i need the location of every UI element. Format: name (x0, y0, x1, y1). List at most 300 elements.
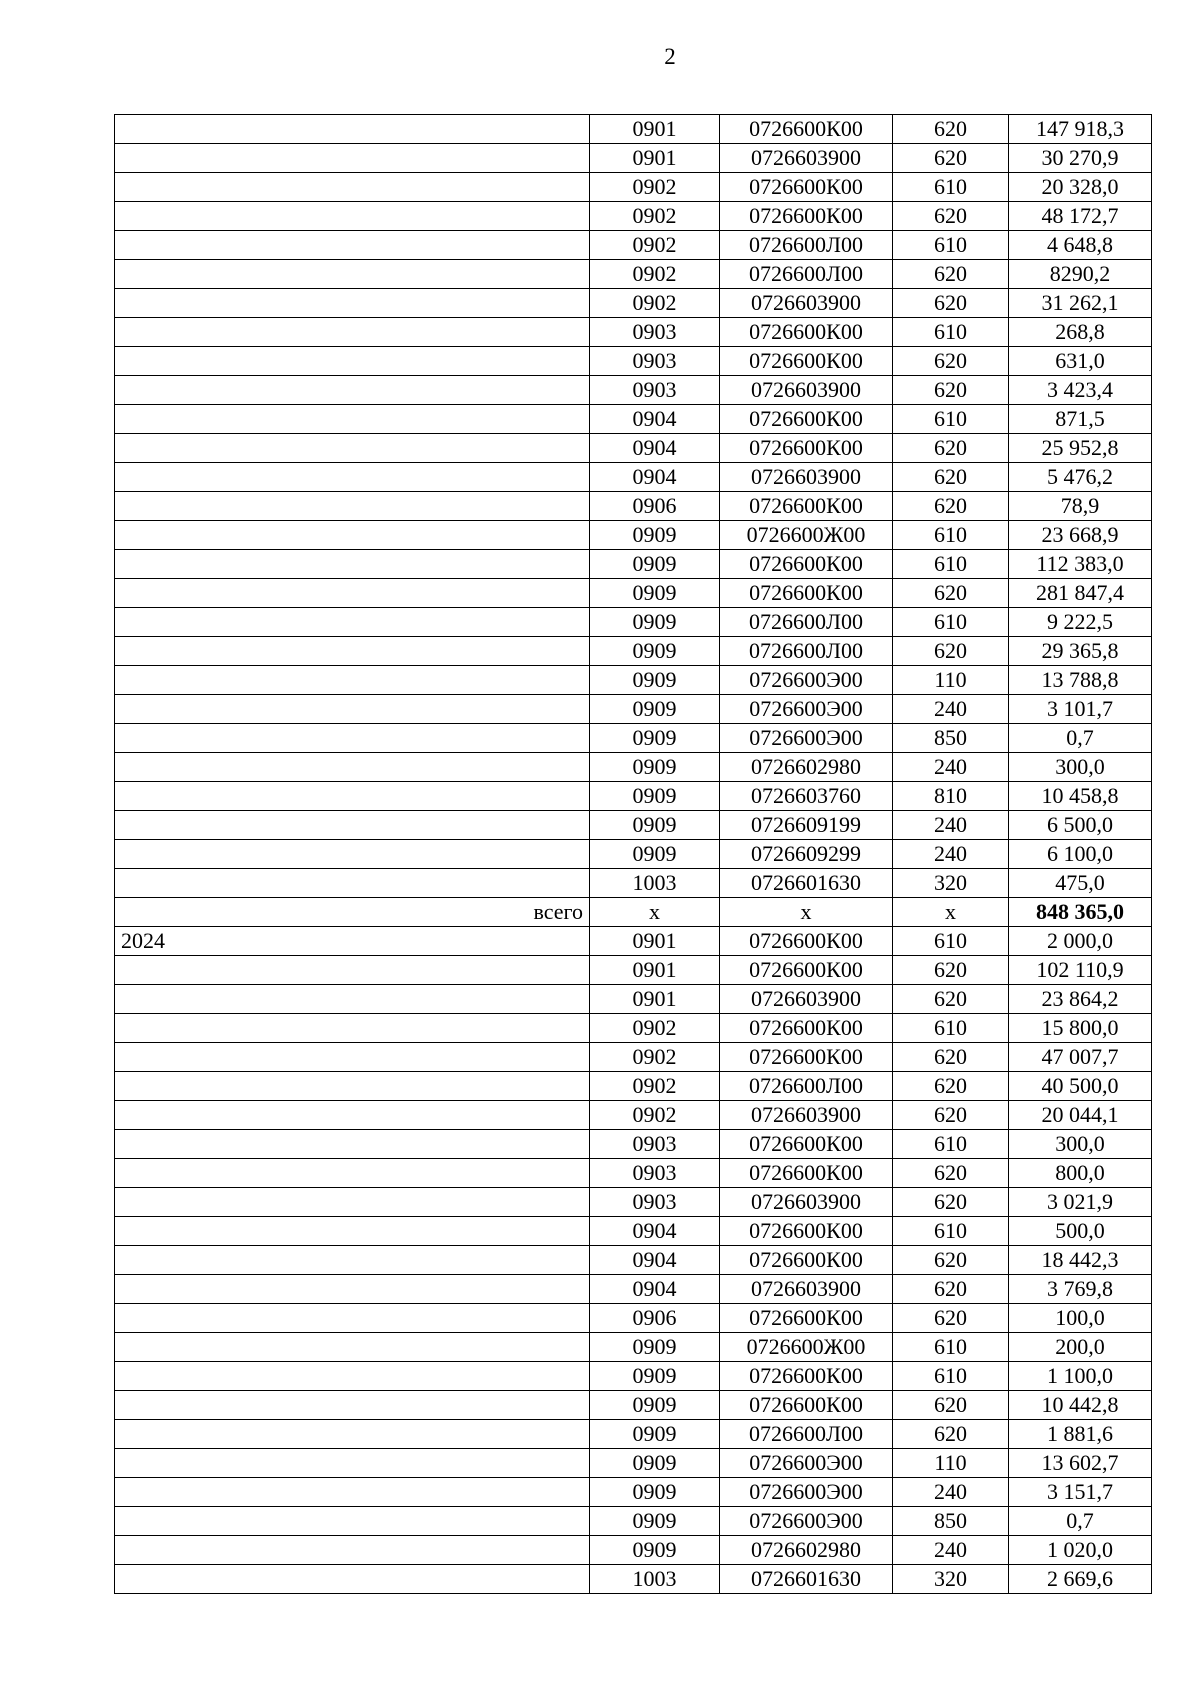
table-row (115, 376, 1152, 405)
target-article-cell: 0726600Э00 (720, 1449, 893, 1478)
section-code-cell: 0903 (590, 1130, 720, 1159)
row-label (115, 463, 590, 492)
target-article-cell: 0726600Л00 (720, 1072, 893, 1101)
amount-cell: 29 365,8 (1009, 637, 1152, 666)
row-label (115, 405, 590, 434)
table-row (115, 666, 1152, 695)
table-row (115, 1101, 1152, 1130)
target-article-cell: 0726600Л00 (720, 231, 893, 260)
expense-type-cell: 620 (893, 347, 1009, 376)
amount-cell: 13 788,8 (1009, 666, 1152, 695)
row-label (115, 1188, 590, 1217)
table-row (115, 1130, 1152, 1159)
table-row (115, 811, 1152, 840)
section-code-cell: 0909 (590, 1449, 720, 1478)
row-label (115, 985, 590, 1014)
target-article-cell: 0726600К00 (720, 579, 893, 608)
budget-table (114, 114, 1152, 1594)
amount-cell: 6 100,0 (1009, 840, 1152, 869)
section-code-cell: 0909 (590, 1362, 720, 1391)
row-label (115, 724, 590, 753)
target-article-cell: 0726600К00 (720, 1391, 893, 1420)
table-row (115, 637, 1152, 666)
section-code-cell: 0902 (590, 1043, 720, 1072)
expense-type-cell: 620 (893, 956, 1009, 985)
table-row (115, 1420, 1152, 1449)
expense-type-cell: 110 (893, 666, 1009, 695)
expense-type-cell: 610 (893, 550, 1009, 579)
expense-type-cell: 240 (893, 695, 1009, 724)
section-code-cell: 0909 (590, 550, 720, 579)
amount-cell: 31 262,1 (1009, 289, 1152, 318)
amount-cell: 631,0 (1009, 347, 1152, 376)
expense-type-cell: 620 (893, 1246, 1009, 1275)
target-article-cell: х (720, 898, 893, 927)
table-row (115, 1072, 1152, 1101)
target-article-cell: 0726600Л00 (720, 260, 893, 289)
table-row (115, 782, 1152, 811)
row-label (115, 869, 590, 898)
expense-type-cell: 620 (893, 1420, 1009, 1449)
target-article-cell: 0726603900 (720, 1101, 893, 1130)
section-code-cell: 0903 (590, 1159, 720, 1188)
table-row (115, 347, 1152, 376)
amount-cell: 1 881,6 (1009, 1420, 1152, 1449)
amount-cell: 23 864,2 (1009, 985, 1152, 1014)
section-code-cell: 0902 (590, 202, 720, 231)
table-row (115, 1304, 1152, 1333)
row-label (115, 1362, 590, 1391)
expense-type-cell: 620 (893, 985, 1009, 1014)
row-label (115, 1275, 590, 1304)
expense-type-cell: 610 (893, 1217, 1009, 1246)
target-article-cell: 0726600Э00 (720, 695, 893, 724)
table-row (115, 434, 1152, 463)
expense-type-cell: 610 (893, 1333, 1009, 1362)
expense-type-cell: 620 (893, 260, 1009, 289)
expense-type-cell: 810 (893, 782, 1009, 811)
table-row (115, 521, 1152, 550)
expense-type-cell: 850 (893, 724, 1009, 753)
table-row (115, 289, 1152, 318)
row-label (115, 1101, 590, 1130)
table-row (115, 1246, 1152, 1275)
table-row (115, 405, 1152, 434)
section-code-cell: 0901 (590, 927, 720, 956)
section-code-cell: 0909 (590, 753, 720, 782)
row-label (115, 1130, 590, 1159)
expense-type-cell: 620 (893, 492, 1009, 521)
amount-cell: 0,7 (1009, 1507, 1152, 1536)
section-code-cell: 0901 (590, 985, 720, 1014)
expense-type-cell: 620 (893, 144, 1009, 173)
row-label (115, 376, 590, 405)
amount-cell: 0,7 (1009, 724, 1152, 753)
target-article-cell: 0726603760 (720, 782, 893, 811)
target-article-cell: 0726600Л00 (720, 608, 893, 637)
section-code-cell: 0909 (590, 1478, 720, 1507)
expense-type-cell: 610 (893, 521, 1009, 550)
section-code-cell: 0902 (590, 1101, 720, 1130)
amount-cell: 3 423,4 (1009, 376, 1152, 405)
section-code-cell: 0904 (590, 1246, 720, 1275)
table-row (115, 1478, 1152, 1507)
row-label (115, 173, 590, 202)
expense-type-cell: 620 (893, 579, 1009, 608)
target-article-cell: 0726600Л00 (720, 1420, 893, 1449)
row-label (115, 695, 590, 724)
target-article-cell: 0726600К00 (720, 1246, 893, 1275)
amount-cell: 200,0 (1009, 1333, 1152, 1362)
amount-cell: 268,8 (1009, 318, 1152, 347)
amount-cell: 2 000,0 (1009, 927, 1152, 956)
expense-type-cell: 110 (893, 1449, 1009, 1478)
section-code-cell: 0903 (590, 1188, 720, 1217)
amount-cell: 25 952,8 (1009, 434, 1152, 463)
expense-type-cell: 610 (893, 1014, 1009, 1043)
row-label (115, 811, 590, 840)
target-article-cell: 0726600К00 (720, 115, 893, 144)
row-label (115, 521, 590, 550)
expense-type-cell: 240 (893, 840, 1009, 869)
table-row (115, 1043, 1152, 1072)
row-label (115, 1420, 590, 1449)
target-article-cell: 0726600Э00 (720, 666, 893, 695)
row-label (115, 1536, 590, 1565)
row-label (115, 1304, 590, 1333)
table-row (115, 1565, 1152, 1594)
section-code-cell: 0904 (590, 1275, 720, 1304)
section-code-cell: 0901 (590, 144, 720, 173)
table-row (115, 1449, 1152, 1478)
amount-cell: 8290,2 (1009, 260, 1152, 289)
amount-cell: 147 918,3 (1009, 115, 1152, 144)
expense-type-cell: 620 (893, 1188, 1009, 1217)
expense-type-cell: 240 (893, 753, 1009, 782)
section-code-cell: 0906 (590, 1304, 720, 1333)
section-code-cell: 0904 (590, 463, 720, 492)
expense-type-cell: 320 (893, 869, 1009, 898)
target-article-cell: 0726603900 (720, 144, 893, 173)
target-article-cell: 0726600К00 (720, 173, 893, 202)
target-article-cell: 0726600К00 (720, 927, 893, 956)
table-row (115, 1014, 1152, 1043)
target-article-cell: 0726600Э00 (720, 724, 893, 753)
section-code-cell: 0906 (590, 492, 720, 521)
target-article-cell: 0726601630 (720, 1565, 893, 1594)
amount-cell: 13 602,7 (1009, 1449, 1152, 1478)
amount-cell: 5 476,2 (1009, 463, 1152, 492)
row-label (115, 318, 590, 347)
target-article-cell: 0726603900 (720, 1275, 893, 1304)
table-row (115, 1217, 1152, 1246)
expense-type-cell: 610 (893, 927, 1009, 956)
section-code-cell: 0902 (590, 1072, 720, 1101)
target-article-cell: 0726600К00 (720, 956, 893, 985)
target-article-cell: 0726603900 (720, 1188, 893, 1217)
amount-cell: 1 020,0 (1009, 1536, 1152, 1565)
section-code-cell: 0902 (590, 289, 720, 318)
section-code-cell: 1003 (590, 869, 720, 898)
amount-cell: 281 847,4 (1009, 579, 1152, 608)
section-code-cell: 0909 (590, 1536, 720, 1565)
amount-cell: 40 500,0 (1009, 1072, 1152, 1101)
target-article-cell: 0726600К00 (720, 202, 893, 231)
target-article-cell: 0726600Ж00 (720, 521, 893, 550)
amount-cell: 23 668,9 (1009, 521, 1152, 550)
target-article-cell: 0726600К00 (720, 492, 893, 521)
section-code-cell: 0909 (590, 637, 720, 666)
section-code-cell: 0909 (590, 782, 720, 811)
target-article-cell: 0726600К00 (720, 1304, 893, 1333)
section-code-cell: 0902 (590, 260, 720, 289)
section-code-cell: х (590, 898, 720, 927)
row-label (115, 231, 590, 260)
target-article-cell: 0726603900 (720, 376, 893, 405)
table-row (115, 579, 1152, 608)
table-row (115, 202, 1152, 231)
target-article-cell: 0726609299 (720, 840, 893, 869)
row-label (115, 782, 590, 811)
row-label: всего (115, 898, 590, 927)
expense-type-cell: х (893, 898, 1009, 927)
target-article-cell: 0726600К00 (720, 1014, 893, 1043)
target-article-cell: 0726600К00 (720, 550, 893, 579)
target-article-cell: 0726600Э00 (720, 1478, 893, 1507)
section-code-cell: 0904 (590, 434, 720, 463)
amount-cell: 48 172,7 (1009, 202, 1152, 231)
expense-type-cell: 850 (893, 1507, 1009, 1536)
section-code-cell: 0909 (590, 521, 720, 550)
expense-type-cell: 240 (893, 1478, 1009, 1507)
table-row (115, 927, 1152, 956)
amount-cell: 10 458,8 (1009, 782, 1152, 811)
row-label (115, 666, 590, 695)
section-code-cell: 0903 (590, 376, 720, 405)
table-row (115, 724, 1152, 753)
amount-cell: 20 328,0 (1009, 173, 1152, 202)
amount-cell: 300,0 (1009, 1130, 1152, 1159)
table-row (115, 608, 1152, 637)
section-code-cell: 0909 (590, 579, 720, 608)
expense-type-cell: 620 (893, 1043, 1009, 1072)
table-row (115, 753, 1152, 782)
row-label (115, 434, 590, 463)
target-article-cell: 0726600К00 (720, 1159, 893, 1188)
target-article-cell: 0726600К00 (720, 434, 893, 463)
section-code-cell: 1003 (590, 1565, 720, 1594)
expense-type-cell: 620 (893, 1304, 1009, 1333)
table-row (115, 956, 1152, 985)
expense-type-cell: 620 (893, 289, 1009, 318)
section-code-cell: 0904 (590, 1217, 720, 1246)
amount-cell: 102 110,9 (1009, 956, 1152, 985)
section-code-cell: 0909 (590, 840, 720, 869)
target-article-cell: 0726609199 (720, 811, 893, 840)
row-label (115, 1159, 590, 1188)
section-code-cell: 0909 (590, 1333, 720, 1362)
expense-type-cell: 610 (893, 318, 1009, 347)
row-label (115, 115, 590, 144)
row-label (115, 550, 590, 579)
target-article-cell: 0726600К00 (720, 1130, 893, 1159)
expense-type-cell: 610 (893, 608, 1009, 637)
row-label (115, 840, 590, 869)
target-article-cell: 0726600Э00 (720, 1507, 893, 1536)
row-label (115, 1014, 590, 1043)
section-code-cell: 0909 (590, 724, 720, 753)
section-code-cell: 0909 (590, 666, 720, 695)
expense-type-cell: 620 (893, 1275, 1009, 1304)
page-number: 2 (664, 44, 676, 69)
expense-type-cell: 610 (893, 1130, 1009, 1159)
row-label (115, 289, 590, 318)
section-code-cell: 0901 (590, 115, 720, 144)
table-row (115, 115, 1152, 144)
target-article-cell: 0726602980 (720, 753, 893, 782)
row-label: 2024 (115, 927, 590, 956)
row-label (115, 1246, 590, 1275)
target-article-cell: 0726600К00 (720, 1217, 893, 1246)
row-label (115, 347, 590, 376)
table-row (115, 492, 1152, 521)
row-label (115, 1043, 590, 1072)
amount-cell: 47 007,7 (1009, 1043, 1152, 1072)
row-label (115, 1072, 590, 1101)
table-row (115, 1507, 1152, 1536)
section-code-cell: 0903 (590, 318, 720, 347)
expense-type-cell: 620 (893, 1391, 1009, 1420)
expense-type-cell: 240 (893, 1536, 1009, 1565)
row-label (115, 608, 590, 637)
expense-type-cell: 620 (893, 202, 1009, 231)
row-label (115, 956, 590, 985)
section-code-cell: 0909 (590, 608, 720, 637)
table-row (115, 1391, 1152, 1420)
row-label (115, 637, 590, 666)
table-row (115, 840, 1152, 869)
row-label (115, 1217, 590, 1246)
target-article-cell: 0726601630 (720, 869, 893, 898)
amount-cell: 500,0 (1009, 1217, 1152, 1246)
expense-type-cell: 610 (893, 173, 1009, 202)
amount-cell: 800,0 (1009, 1159, 1152, 1188)
row-label (115, 579, 590, 608)
table-row (115, 463, 1152, 492)
section-code-cell: 0909 (590, 695, 720, 724)
row-label (115, 753, 590, 782)
expense-type-cell: 620 (893, 1101, 1009, 1130)
amount-cell: 3 769,8 (1009, 1275, 1152, 1304)
amount-cell: 848 365,0 (1009, 898, 1152, 927)
target-article-cell: 0726600Ж00 (720, 1333, 893, 1362)
amount-cell: 78,9 (1009, 492, 1152, 521)
expense-type-cell: 620 (893, 463, 1009, 492)
table-row (115, 231, 1152, 260)
row-label (115, 1449, 590, 1478)
amount-cell: 4 648,8 (1009, 231, 1152, 260)
target-article-cell: 0726600К00 (720, 318, 893, 347)
table-row (115, 1159, 1152, 1188)
expense-type-cell: 320 (893, 1565, 1009, 1594)
section-code-cell: 0909 (590, 1507, 720, 1536)
amount-cell: 18 442,3 (1009, 1246, 1152, 1275)
table-row (115, 1362, 1152, 1391)
row-label (115, 260, 590, 289)
section-code-cell: 0909 (590, 1391, 720, 1420)
amount-cell: 20 044,1 (1009, 1101, 1152, 1130)
section-code-cell: 0904 (590, 405, 720, 434)
target-article-cell: 0726603900 (720, 985, 893, 1014)
row-label (115, 492, 590, 521)
table-row (115, 260, 1152, 289)
table-row (115, 1275, 1152, 1304)
target-article-cell: 0726602980 (720, 1536, 893, 1565)
amount-cell: 3 021,9 (1009, 1188, 1152, 1217)
table-row (115, 695, 1152, 724)
table-row (115, 985, 1152, 1014)
table-row (115, 1536, 1152, 1565)
section-code-cell: 0902 (590, 1014, 720, 1043)
amount-cell: 2 669,6 (1009, 1565, 1152, 1594)
amount-cell: 112 383,0 (1009, 550, 1152, 579)
expense-type-cell: 620 (893, 637, 1009, 666)
amount-cell: 30 270,9 (1009, 144, 1152, 173)
table-row (115, 1188, 1152, 1217)
row-label (115, 1478, 590, 1507)
expense-type-cell: 620 (893, 434, 1009, 463)
section-code-cell: 0909 (590, 1420, 720, 1449)
row-label (115, 144, 590, 173)
table-row (115, 869, 1152, 898)
amount-cell: 9 222,5 (1009, 608, 1152, 637)
amount-cell: 3 101,7 (1009, 695, 1152, 724)
target-article-cell: 0726600К00 (720, 405, 893, 434)
section-code-cell: 0909 (590, 811, 720, 840)
table-row (115, 318, 1152, 347)
amount-cell: 1 100,0 (1009, 1362, 1152, 1391)
amount-cell: 300,0 (1009, 753, 1152, 782)
amount-cell: 100,0 (1009, 1304, 1152, 1333)
table-row (115, 1333, 1152, 1362)
amount-cell: 10 442,8 (1009, 1391, 1152, 1420)
section-code-cell: 0901 (590, 956, 720, 985)
amount-cell: 6 500,0 (1009, 811, 1152, 840)
expense-type-cell: 620 (893, 1072, 1009, 1101)
row-label (115, 202, 590, 231)
table-row (115, 173, 1152, 202)
expense-type-cell: 610 (893, 405, 1009, 434)
total-row (115, 898, 1152, 927)
target-article-cell: 0726603900 (720, 289, 893, 318)
budget-table-body (115, 115, 1152, 1594)
target-article-cell: 0726600К00 (720, 347, 893, 376)
target-article-cell: 0726600К00 (720, 1362, 893, 1391)
target-article-cell: 0726603900 (720, 463, 893, 492)
section-code-cell: 0902 (590, 231, 720, 260)
expense-type-cell: 620 (893, 1159, 1009, 1188)
amount-cell: 3 151,7 (1009, 1478, 1152, 1507)
expense-type-cell: 610 (893, 231, 1009, 260)
section-code-cell: 0902 (590, 173, 720, 202)
expense-type-cell: 240 (893, 811, 1009, 840)
section-code-cell: 0903 (590, 347, 720, 376)
expense-type-cell: 620 (893, 115, 1009, 144)
row-label (115, 1507, 590, 1536)
expense-type-cell: 620 (893, 376, 1009, 405)
table-row (115, 144, 1152, 173)
amount-cell: 15 800,0 (1009, 1014, 1152, 1043)
